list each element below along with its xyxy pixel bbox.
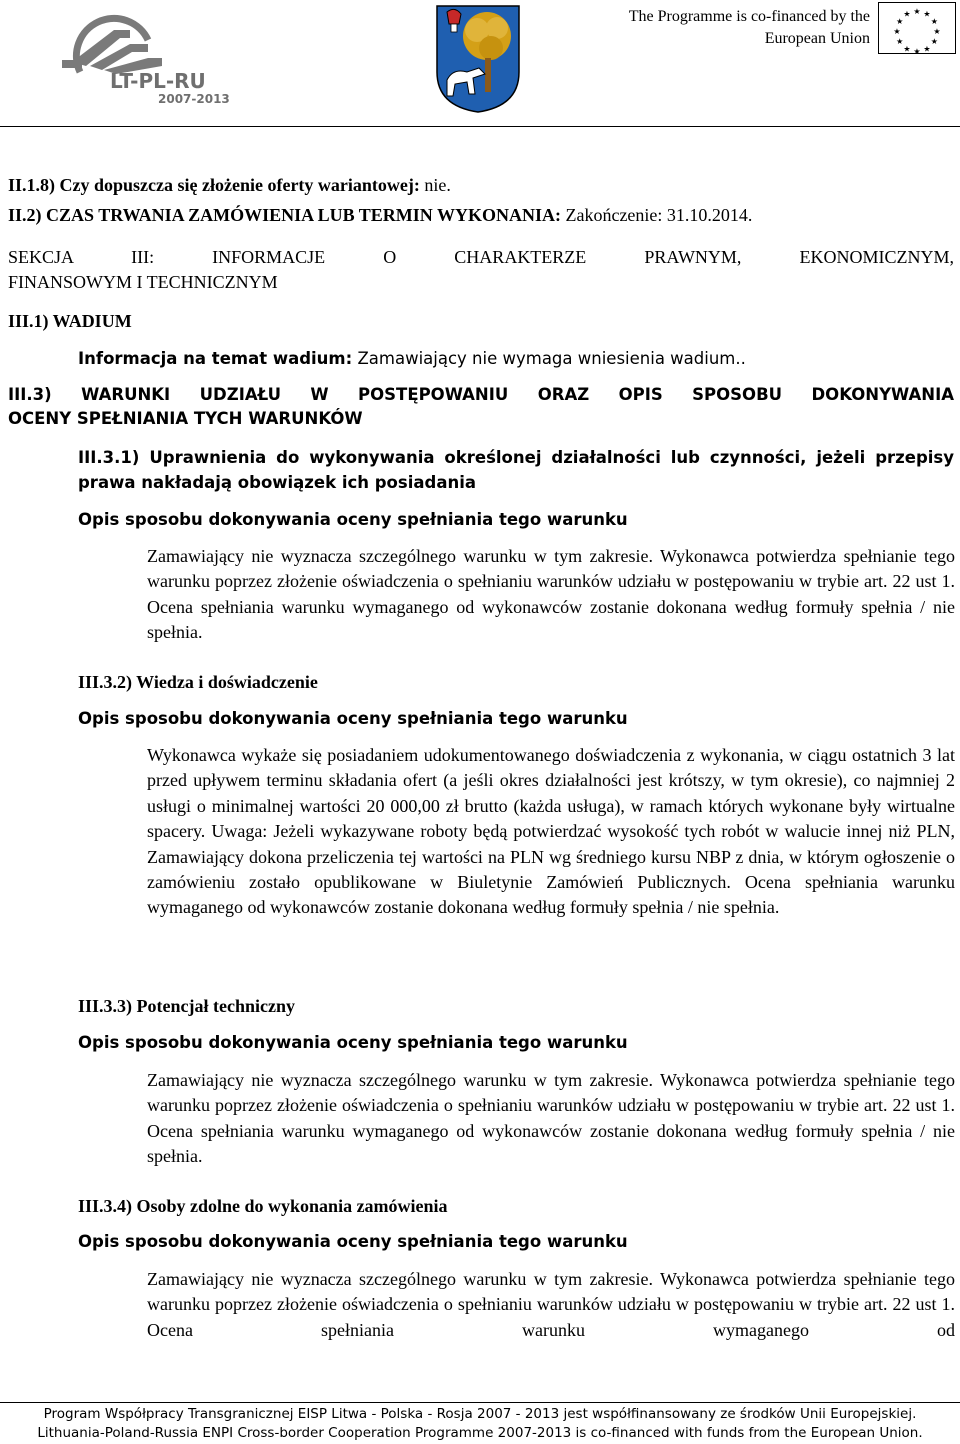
iii34-heading: III.3.4) Osoby zdolne do wykonania zamówienia	[78, 1196, 448, 1216]
duration-label: II.2) CZAS TRWANIA ZAMÓWIENIA LUB TERMIN WYKONANIA:	[8, 205, 561, 225]
footer-divider	[0, 1402, 960, 1403]
assessment-heading-33: Opis sposobu dokonywania oceny spełniania tego warunku	[78, 1033, 628, 1052]
svg-text:★: ★	[903, 44, 911, 54]
eu-note-line2: European Union	[764, 30, 870, 47]
svg-text:★: ★	[930, 37, 938, 46]
page-header	[0, 0, 960, 125]
svg-text:★: ★	[903, 9, 911, 19]
footer-line1: Program Współpracy Transgranicznej EISP Litwa - Polska - Rosja 2007 - 2013 jest współfinansowany ze środków Unii Europejskiej.	[43, 1406, 917, 1422]
assessment-heading-34: Opis sposobu dokonywania oceny spełniania tego warunku	[78, 1232, 628, 1251]
svg-text:LT-PL-RU: LT-PL-RU	[110, 69, 206, 93]
condition-32-paragraph: Wykonawca wykaże się posiadaniem udokumentowanego doświadczenia z wykonania, w ciągu ostatnich 3 lat przed upływem terminu składania ofert (a jeśli okres działalności jest krótszy, w tym okresie), co najmniej 2 usługi o minimalnej wartości 20 000,00 zł brutto (każda usługa), w ramach których wykonane były wirtualne spacery. Uwaga: Jeżeli wykazywane roboty będą potwierdzać wysokość tych robót w walucie innej niż PLN, Zamawiający dokona przeliczenia tej wartości na PLN wg średniego kursu NBP z dnia, w którym ogłoszenie o zamówieniu zostało opublikowane w Biuletynie Zamówień Publicznych. Ocena spełniania warunku wymaganego od wykonawców zostanie dokonana według formuły spełnia / nie spełnia.	[147, 745, 955, 918]
svg-text:★: ★	[930, 17, 938, 26]
eu-flag-icon	[878, 2, 956, 54]
iii32-heading: III.3.2) Wiedza i doświadczenie	[78, 672, 318, 692]
svg-text:★: ★	[893, 27, 901, 36]
iii3-heading-line1: III.3) WARUNKI UDZIAŁU W POSTĘPOWANIU ORAZ OPIS SPOSOBU DOKONYWANIA	[8, 385, 954, 404]
coat-of-arms-emblem	[433, 2, 523, 114]
wadium-heading: III.1) WADIUM	[8, 311, 132, 331]
svg-text:2007-2013: 2007-2013	[158, 92, 230, 105]
eu-note-line1: The Programme is co-financed by the	[628, 8, 870, 25]
eu-cofinancing-note	[580, 6, 870, 50]
svg-text:★: ★	[896, 37, 904, 46]
svg-text:★: ★	[913, 47, 921, 54]
iii31-heading-line2: prawa nakładają obowiązek ich posiadania	[78, 473, 476, 492]
duration-line	[8, 203, 752, 227]
variant-offer-label: II.1.8) Czy dopuszcza się złożenie oferty wariantowej:	[8, 175, 420, 195]
svg-text:★: ★	[923, 9, 931, 19]
duration-value: Zakończenie: 31.10.2014.	[560, 205, 753, 225]
assessment-heading-31: Opis sposobu dokonywania oceny spełniania tego warunku	[78, 510, 628, 529]
section3-heading-line1: SEKCJA III: INFORMACJE O CHARAKTERZE PRAWNYM, EKONOMICZNYM,	[8, 247, 954, 267]
svg-text:★: ★	[933, 27, 941, 36]
assessment-heading-32: Opis sposobu dokonywania oceny spełniania tego warunku	[78, 709, 628, 728]
section3-heading-line2: FINANSOWYM I TECHNICZNYM	[8, 272, 278, 292]
iii31-heading-line1: III.3.1) Uprawnienia do wykonywania określonej działalności lub czynności, jeżeli przepisy	[78, 448, 954, 467]
svg-text:★: ★	[913, 7, 921, 16]
svg-text:★: ★	[896, 17, 904, 26]
iii3-heading-line2: OCENY SPEŁNIANIA TYCH WARUNKÓW	[8, 409, 363, 428]
page-footer	[0, 1405, 960, 1443]
iii33-heading: III.3.3) Potencjał techniczny	[78, 996, 295, 1016]
wadium-info-label: Informacja na temat wadium:	[78, 349, 353, 368]
wadium-info-line	[78, 346, 746, 371]
condition-34-paragraph: Zamawiający nie wyznacza szczególnego warunku w tym zakresie. Wykonawca potwierdza spełnianie tego warunku poprzez złożenie oświadczenia o spełnianiu warunków udziału w postępowaniu w trybie art. 22 ust 1. Ocena spełniania warunku wymaganego od	[147, 1269, 955, 1340]
lt-pl-ru-logo	[50, 10, 230, 105]
header-divider	[0, 126, 960, 127]
svg-text:★: ★	[923, 44, 931, 54]
variant-offer-value: nie.	[419, 175, 451, 195]
variant-offer-line	[8, 173, 451, 197]
footer-line2: Lithuania-Poland-Russia ENPI Cross-border Cooperation Programme 2007-2013 is co-financed with funds from the European Union.	[37, 1425, 923, 1441]
condition-31-paragraph: Zamawiający nie wyznacza szczególnego warunku w tym zakresie. Wykonawca potwierdza spełnianie tego warunku poprzez złożenie oświadczenia o spełnianiu warunków udziału w postępowaniu w trybie art. 22 ust 1. Ocena spełniania warunku wymaganego od wykonawców zostanie dokonana według formuły spełnia / nie spełnia.	[147, 546, 955, 643]
wadium-info-value: Zamawiający nie wymaga wniesienia wadium..	[352, 349, 746, 368]
condition-33-paragraph: Zamawiający nie wyznacza szczególnego warunku w tym zakresie. Wykonawca potwierdza spełnianie tego warunku poprzez złożenie oświadczenia o spełnianiu warunków udziału w postępowaniu w trybie art. 22 ust 1. Ocena spełniania warunku wymaganego od wykonawców zostanie dokonana według formuły spełnia / nie spełnia.	[147, 1070, 955, 1167]
